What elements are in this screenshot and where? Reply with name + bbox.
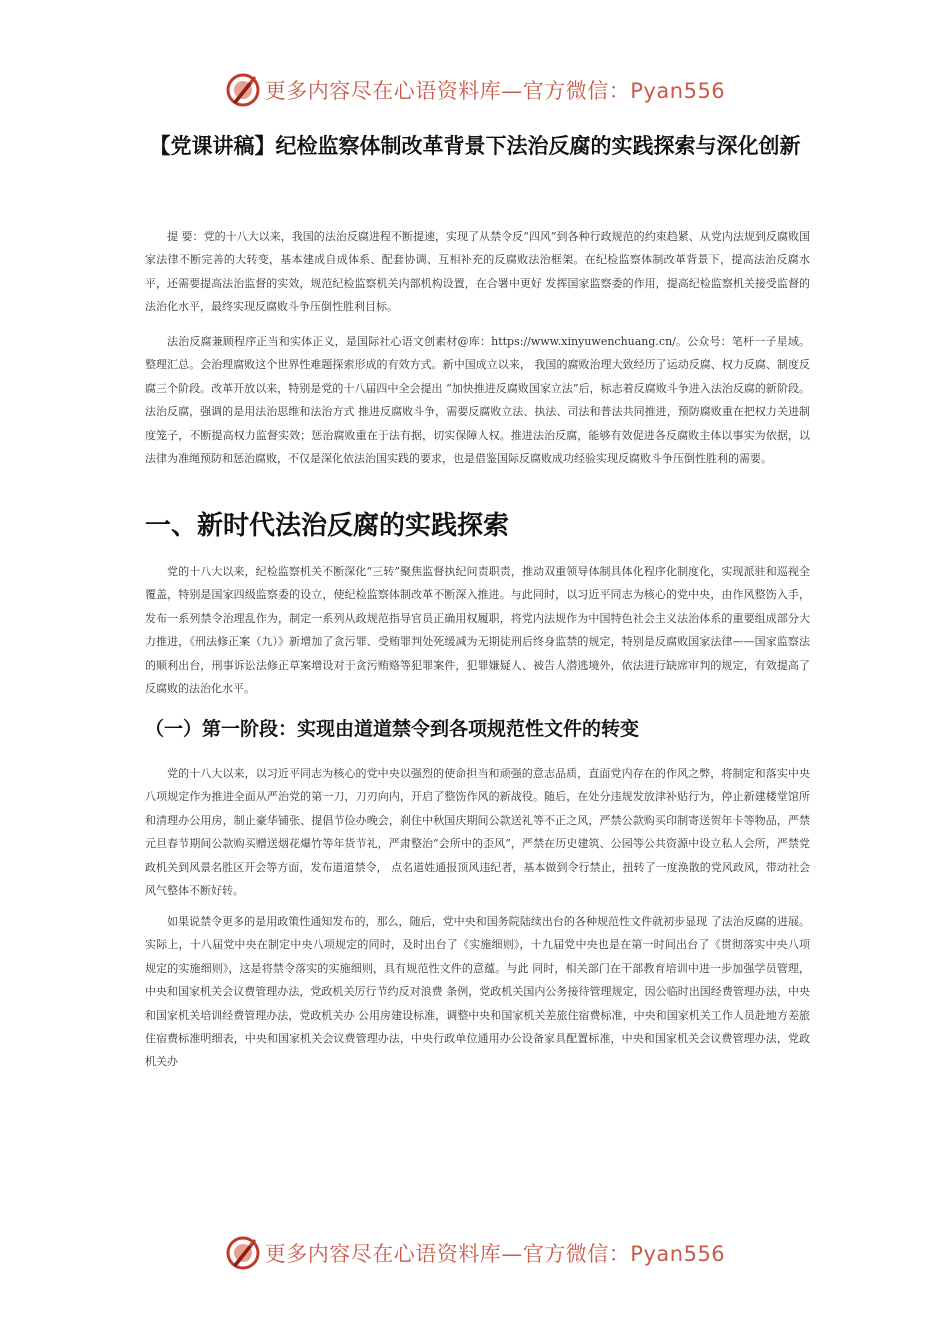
footer-banner <box>0 1235 950 1271</box>
banner-text: 更多内容尽在心语资料库—官方微信：Pyan556 <box>264 1242 726 1266</box>
subsection-heading-1: （一）第一阶段：实现由道道禁令到各项规范性文件的转变 <box>145 718 640 740</box>
subsection1-paragraph-1: 党的十八大以来，以习近平同志为核心的党中央以强烈的使命担当和顽强的意志品质，直面党内存在的作风之弊，将制定和落实中央八项规定作为推进全面从严治党的第一刀，刀刃向内，开启了整饬作风的新战役。随后，在处分违规发放津补贴行为，停止新建楼堂馆所和清理办公用房，制止豪华铺张、提倡节俭办晚会，刹住中秋国庆期间公款送礼等不正之风，严禁公款购买印制寄送贺年卡等物品，严禁元旦春节期间公款购买赠送烟花爆竹等年货节礼，严肃整治“会所中的歪风”，严禁在历史建筑、公园等公共资源中设立私人会所，严禁党政机关到风景名胜区开会等方面，发布道道禁令， 点名道姓通报顶风违纪者，基本做到令行禁止，扭转了一度涣散的党风政风，带动社会风气整体不断好转。 <box>145 767 810 898</box>
document-title: 【党课讲稿】纪检监察体制改革背景下法治反腐的实践探索与深化创新 <box>149 134 801 158</box>
brush-logo-icon <box>225 72 261 108</box>
header-banner <box>0 72 950 108</box>
subsection1-paragraph-2: 如果说禁令更多的是用政策性通知发布的，那么，随后，党中央和国务院陆续出台的各种规范性文件就初步显现 了法治反腐的进展。实际上，十八届党中央在制定中央八项规定的同时，及时出台了《实施细则》，十九届党中央也是在第一时间出台了《贯彻落实中央八项规定的实施细则》，这是将禁令落实的实施细则，具有规范性文件的意蕴。与此 同时，相关部门在干部教育培训中进一步加强学员管理，中央和国家机关会议费管理办法，党政机关厉行节约反对浪费 条例，党政机关国内公务接待管理规定，因公临时出国经费管理办法，中央和国家机关培训经费管理办法，党政机关办 公用房建设标准，调整中央和国家机关差旅住宿费标准，中央和国家机关工作人员赴地方差旅住宿费标准明细表，中央和国家机关会议费管理办法，中央行政单位通用办公设备家具配置标准，中央和国家机关会议费管理办法，党政机关办 <box>145 915 810 1069</box>
abstract-paragraph: 提 要：党的十八大以来，我国的法治反腐进程不断提速，实现了从禁令反“四风”到各种行政规范的约束趋紧、从党内法规到反腐败国家法律不断完善的大转变，基本建成自成体系、配套协调、互相补充的反腐败法治框架。在纪检监察体制改革背景下，提高法治反腐水平，还需要提高法治监督的实效，规范纪检监察机关内部机构设置，在合署中更好 发挥国家监察委的作用，提高纪检监察机关接受监督的法治化水平，最终实现反腐败斗争压倒性胜利目标。 <box>145 230 810 314</box>
section1-paragraph: 党的十八大以来，纪检监察机关不断深化“三转”聚焦监督执纪问责职责，推动双重领导体制具体化程序化制度化，实现派驻和巡视全覆盖，特别是国家四级监察委的设立，使纪检监察体制改革不断深入推进。与此同时，以习近平同志为核心的党中央，由作风整饬入手，发布一系列禁令治理乱作为，制定一系列从政规范指导官员正确用权履职，将党内法规作为中国特色社会主义法治体系的重要组成部分大力推进，《刑法修正案（九）》新增加了贪污罪、受贿罪判处死缓减为无期徒刑后终身监禁的规定，特别是反腐败国家法律——国家监察法的顺利出台，刑事诉讼法修正草案增设对于贪污贿赂等犯罪案件，犯罪嫌疑人、被告人潜逃境外，依法进行缺席审判的规定，有效提高了反腐败的法治化水平。 <box>145 565 810 696</box>
intro-paragraph: 法治反腐兼顾程序正当和实体正义，是国际社心语文创素材@库：https://www.xinyuwenchuang.cn/。公众号：笔杆一子星域。整理汇总。会治理腐败这个世界性难题探索形成的有效方式。新中国成立以来， 我国的腐败治理大致经历了运动反腐、权力反腐、制度反腐三个阶段。改革开放以来，特别是党的十八届四中全会提出 “加快推进反腐败国家立法”后，标志着反腐败斗争进入法治反腐的新阶段。法治反腐，强调的是用法治思维和法治方式 推进反腐败斗争，需要反腐败立法、执法、司法和普法共同推进，预防腐败重在把权力关进制度笼子，不断提高权力监督实效；惩治腐败重在于法有据，切实保障人权。推进法治反腐，能够有效促进各反腐败主体以事实为依据，以法律为准绳预防和惩治腐败，不仅是深化依法治国实践的要求，也是借鉴国际反腐败成功经验实现反腐败斗争压倒性胜利的需要。 <box>145 335 810 466</box>
brush-logo-icon <box>225 1235 261 1271</box>
banner-text: 更多内容尽在心语资料库—官方微信：Pyan556 <box>264 79 726 103</box>
section-heading-1: 一、新时代法治反腐的实践探索 <box>145 511 510 541</box>
